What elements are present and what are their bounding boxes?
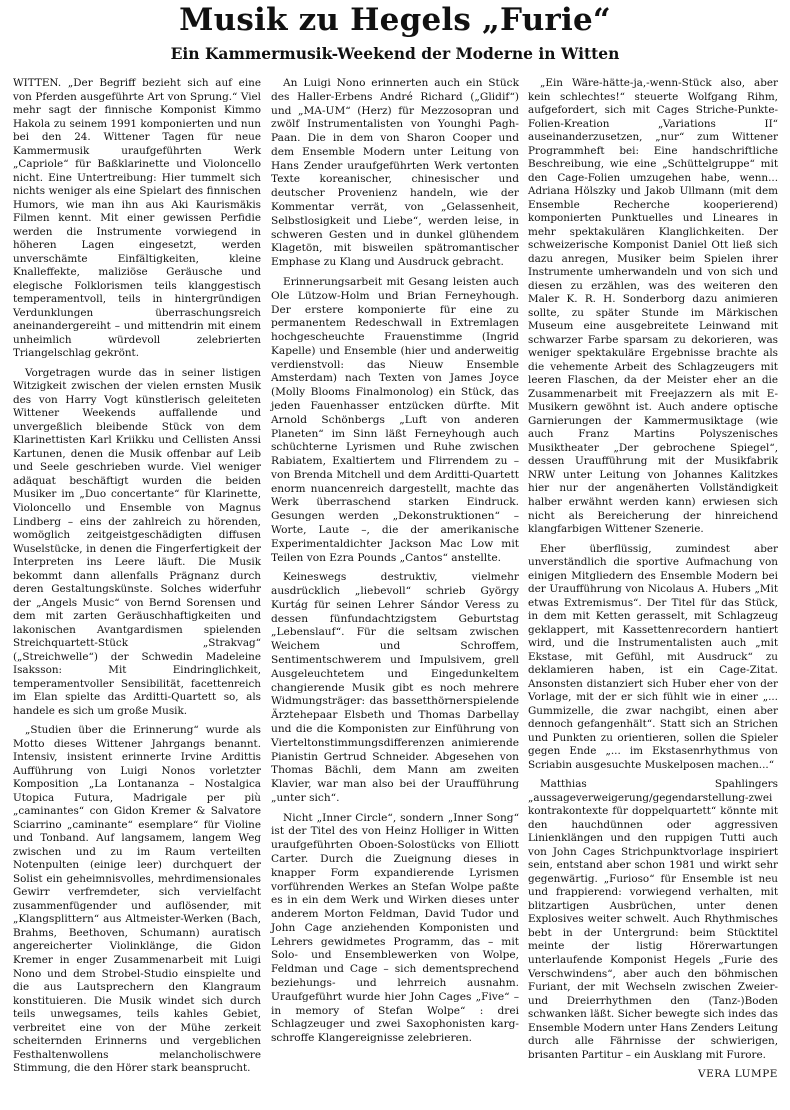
- paragraph: „Studien über die Erinnerung“ wurde als Motto dieses Wittener Jahrgangs benannt. Intensiv, insistent erinnerte Irvine Ardittis Aufführung von Luigi Nonos vorletzter Komposition „La Lontananza – Nostalgica Utopica Futura, Madrigale per più „caminantes“ con Gidon Kremer & Salvatore Sciarrino „caminante“ esemplare“ für Violine und Tonband. Auf langsamem, langem Weg zwischen und zu im Raum verteilten Notenpulten (einige leer) durchquert der Solist ein geheimnisvolles, mehrdimensionales Gewirr verfremdeter, sich vervielfacht zusammenfügender und auflösender, mit „Klangsplittern“ aus Altmeister-Werken (Bach, Brahms, Beethoven, Schumann) auratisch angereicherter Violinklänge, die Gidon Kremer in enger Zusammenarbeit mit Luigi Nono und dem Strobel-Studio einspielte und die aus Lautsprechern den Klangraum konstituieren. Die Musik windet sich durch teils unwegsames, teils kahles Gebiet, verbreitet eine von der Mühe zerkeit scheiternden Erinnerns und vergeblichen Festhaltenwollens melancholischwere Stimmung, die den Hörer stark beansprucht.: [13, 724, 261, 1075]
- paragraph: Erinnerungsarbeit mit Gesang leisten auch Ole Lützow-Holm und Brian Ferneyhough. Der erstere komponierte für eine zu permanentem Redeschwall in Extremlagen hochgescheuchte Frauenstimme (Ingrid Kapelle) und Ensemble (hier und anderweitig verdienstvoll: das Nieuw Ensemble Amsterdam) nach Texten von James Joyce (Molly Blooms Finalmonolog) ein Stück, das jeden Fauenhasser entzücken dürfte. Mit Arnold Schönbergs „Luft von anderen Planeten“ im Sinn läßt Ferneyhough auch schüchterne Lyrismen und Ruhe zwischen Rabiatem, Exaltiertem und Flirrendem zu – von Brenda Mitchell und dem Arditti-Quartett enorm nuancenreich dargestellt, machte das Werk überraschend starken Eindruck. Gesungen werden „Dekonstruktionen“ – Worte, Laute –, die der amerikanische Experimentaldichter Jackson Mac Low mit Teilen von Ezra Pounds „Cantos“ anstellte.: [271, 275, 519, 564]
- paragraph: Vorgetragen wurde das in seiner listigen Witzigkeit zwischen der vielen ernsten Musik des von Harry Vogt künstlerisch geleiteten Wittener Weekends auffallende und unvergeßlich bleibende Stück von dem Klarinettisten Karl Kriikku und Cellisten Anssi Kartunen, denen die Musik offenbar auf Leib und Seele geschrieben wurde. Viel weniger adäquat beschäftigt wurden die beiden Musiker im „Duo concertante“ für Klarinette, Violoncello und Ensemble von Magnus Lindberg – eins der zahlreich zu hörenden, womöglich zeitgeistgeschädigten diffusen Wuselstücke, in denen die Fingerfertigkeit der Interpreten ins Leere läuft. Die Musik bekommt dann allenfalls Prägnanz durch deren Gestaltungskünste. Solches widerfuhr der „Angels Music“ von Bernd Sorensen und dem mit zarten Geräuschhaftigkeiten und lakonischen Avantgardismen spielenden Streichquartett-Stück „Strakvag“ („Streichwelle“) der Schwedin Madeleine Isaksson: Mit Eindringlichkeit, temperamentvoller Sensibilität, facettenreich im Elan spielte das Arditti-Quartett so, als handele es sich um große Musik.: [13, 366, 261, 717]
- paragraph: „Ein Wäre-hätte-ja,-wenn-Stück also, aber kein schlechtes!“ steuerte Wolfgang Rihm, aufgefordert, sich mit Cages Striche-Punkte-Folien-Kreation „Variations II“ auseinanderzusetzen, „nur“ zum Wittener Programmheft bei: Eine handschriftliche Beschreibung, wie eine „Schüttelgruppe“ mit den Cage-Folien umzugehen habe, wenn... Adriana Hölszky und Jakob Ullmann (mit dem Ensemble Recherche kooperierend) komponierten Punktuelles und Lineares in mehr spektakulären Klanglichkeiten. Der schweizerische Komponist Daniel Ott ließ sich dazu anregen, Musiker beim Spielen ihrer Instrumente umherwandeln und von sich und diesen zu erzählen, was des weiteren den Maler K. R. H. Sonderborg dazu animieren sollte, zu später Stunde im Märkischen Museum eine ausgebreitete Leinwand mit schwarzer Farbe sparsam zu dekorieren, was weniger spektakuläre Ergebnisse brachte als die vehemente Arbeit des Schlagzeugers mit leeren Flaschen, da der Meister eher an die Zusammenarbeit mit Freejazzern als mit E-Musikern gewöhnt ist. Auch andere optische Garnierungen der Kammermusiktage (wie auch Franz Martins Polyszenisches Musiktheater „Der gebrochene Spiegel“, dessen Uraufführung mit der Musikfabrik NRW unter Leitung von Johannes Kalitzkes hier nur der angenäherten Vollständigkeit halber erwähnt werden kann) erwiesen sich nicht als Bereicherung der hinreichend klangfarbigen Wittener Szenerie.: [528, 77, 778, 536]
- paragraph: Nicht „Inner Circle“, sondern „Inner Song“ ist der Titel des von Heinz Holliger in Witten uraufgeführten Oboen-Solostücks von Elliott Carter. Durch die Zueignung dieses in knapper Form expandierende Lyrismen vorführenden Werkes an Stefan Wolpe paßte es in ein dem Werk und Wirken dieses unter anderem Morton Feldman, David Tudor und John Cage anziehenden Komponisten und Lehrers gewidmetes Programm, das – mit Solo- und Ensemblewerken von Wolpe, Feldman und Cage – sich dementsprechend beziehungs- und lehrreich ausnahm. Uraufgeführt wurde hier John Cages „Five“ – in memory of Stefan Wolpe“ : drei Schlagzeuger und zwei Saxophonisten karg-schroffe Klangereignisse zelebrieren.: [271, 811, 519, 1045]
- article-column-2: [271, 77, 519, 1052]
- article-subheadline: Ein Kammermusik-Weekend der Moderne in Witten: [170, 44, 620, 63]
- paragraph: An Luigi Nono erinnerten auch ein Stück des Haller-Erbens André Richard („Glidif“) und „MA-UM“ (Herz) für Mezzosopran und zwölf Instrumentalisten von Younghi Pagh-Paan. Die in dem von Sharon Cooper und dem Ensemble Modern unter Leitung von Hans Zender uraufgeführten Werk vertonten Texte koreanischer, chinesischer und deutscher Provenienz handeln, wie der Kommentar verrät, von „Gelassenheit, Selbstlosigkeit und Liebe“, werden leise, in schweren Gesten und in dunkel glühendem Klagetön, mit bisweilen spätromantischer Emphase zu Klang und Ausdruck gebracht.: [271, 77, 519, 269]
- article-column-1: [13, 77, 261, 1082]
- paragraph: Matthias Spahlingers „aussageverweigerung/gegendarstellung-zwei kontrakontexte für doppelquartett“ könnte mit den hauchdünnen oder aggressiven Linienklängen und den ruppigen Tutti auch von John Cages Strichpunktvorlage inspiriert sein, entstand aber schon 1981 und wirkt sehr gegenwärtig. „Furioso“ für Ensemble ist neu und frappierend: vorwiegend verhalten, mit blitzartigen Ausbrüchen, unter denen Explosives weiter schwelt. Auch Rhythmisches bebt in der Untergrund: beim Stücktitel meinte der listig Hörerwartungen unterlaufende Komponist Hegels „Furie des Verschwindens“, aber auch den böhmischen Furiant, der mit Wechseln zwischen Zweier- und Dreierrhythmen den (Tanz-)Boden schwanken läßt. Sicher bewegte sich indes das Ensemble Modern unter Hans Zenders Leitung durch alle Fährnisse der schwierigen, brisanten Partitur – ein Ausklang mit Furore.: [528, 778, 778, 1061]
- article-headline: Musik zu Hegels „Furie“: [179, 2, 611, 38]
- article-column-3: [528, 77, 778, 1082]
- paragraph: Keineswegs destruktiv, vielmehr ausdrücklich „liebevoll“ schrieb György Kurtág für seinen Lehrer Sándor Veress zu dessen fünfundachtzigstem Geburtstag „Lebenslauf“. Für die seltsam zwischen Weichem und Schroffem, Sentimentschwerem und Impulsivem, grell Ausgeleuchtetem und Eingedunkeltem changierende Musik gibt es noch mehrere Widmungsträger: das bassetthörnerspielende Ärztehepaar Elsbeth und Thomas Darbellay und die die Komponisten zur Einführung von Vierteltonstimmungsdifferenzen animierende Pianistin Gertrud Schneider. Abgesehen von Thomas Bächli, dem Mann am zweiten Klavier, war man also bei der Uraufführung „unter sich“.: [271, 571, 519, 804]
- paragraph: Eher überflüssig, zumindest aber unverständlich die sportive Aufmachung von einigen Mitgliedern des Ensemble Modern bei der Uraufführung von Nicolaus A. Hubers „Mit etwas Extremismus“. Der Titel für das Stück, in dem mit Ketten gerasselt, mit Schlagzeug geklappert, mit Kassettenrecordern hantiert wird, und die Instrumentalisten auch „mit Ekstase, mit Gefühl, mit Ausdruck“ zu deklamieren haben, ist ein Cage-Zitat. Ansonsten distanziert sich Huber eher von der Vorlage, mit der er sich fühlt wie in einer „... Gummizelle, die zwar nachgibt, einen aber dennoch gefangenhält“. Statt sich an Strichen und Punkten zu orientieren, sollen die Spieler gegen Ende „... im Ekstasenrhythmus von Scriabin ausgesuchte Muskelposen machen...“: [528, 542, 778, 771]
- author-byline: VERA LUMPE: [697, 1068, 778, 1081]
- paragraph: WITTEN. „Der Begriff bezieht sich auf eine von Pferden ausgeführte Art von Sprung.“ Viel mehr sagt der finnische Komponist Kimmo Hakola zu seinem 1991 komponierten und nun bei den 24. Wittener Tagen für neue Kammermusik uraufgeführten Werk „Capriole“ für Baßklarinette und Violoncello nicht. Eine Untertreibung: Hier tummelt sich nichts weniger als eine Spielart des finnischen Humors, wie man ihn aus Aki Kaurismäkis Filmen kennt. Mit einer gewissen Perfidie werden die Instrumente vorwiegend in höheren Lagen eingesetzt, werden unverschämte Einfältigkeiten, kleine Knalleffekte, maliziöse Geräusche und elegische Folklorismen teils klanggestisch temperamentvoll, teils in hintergründigen Verdunklungen überraschungsreich aneinandergereiht – und mittendrin mit einem unheimlich würdevoll zelebrierten Triangelschlag gekrönt.: [13, 77, 261, 360]
